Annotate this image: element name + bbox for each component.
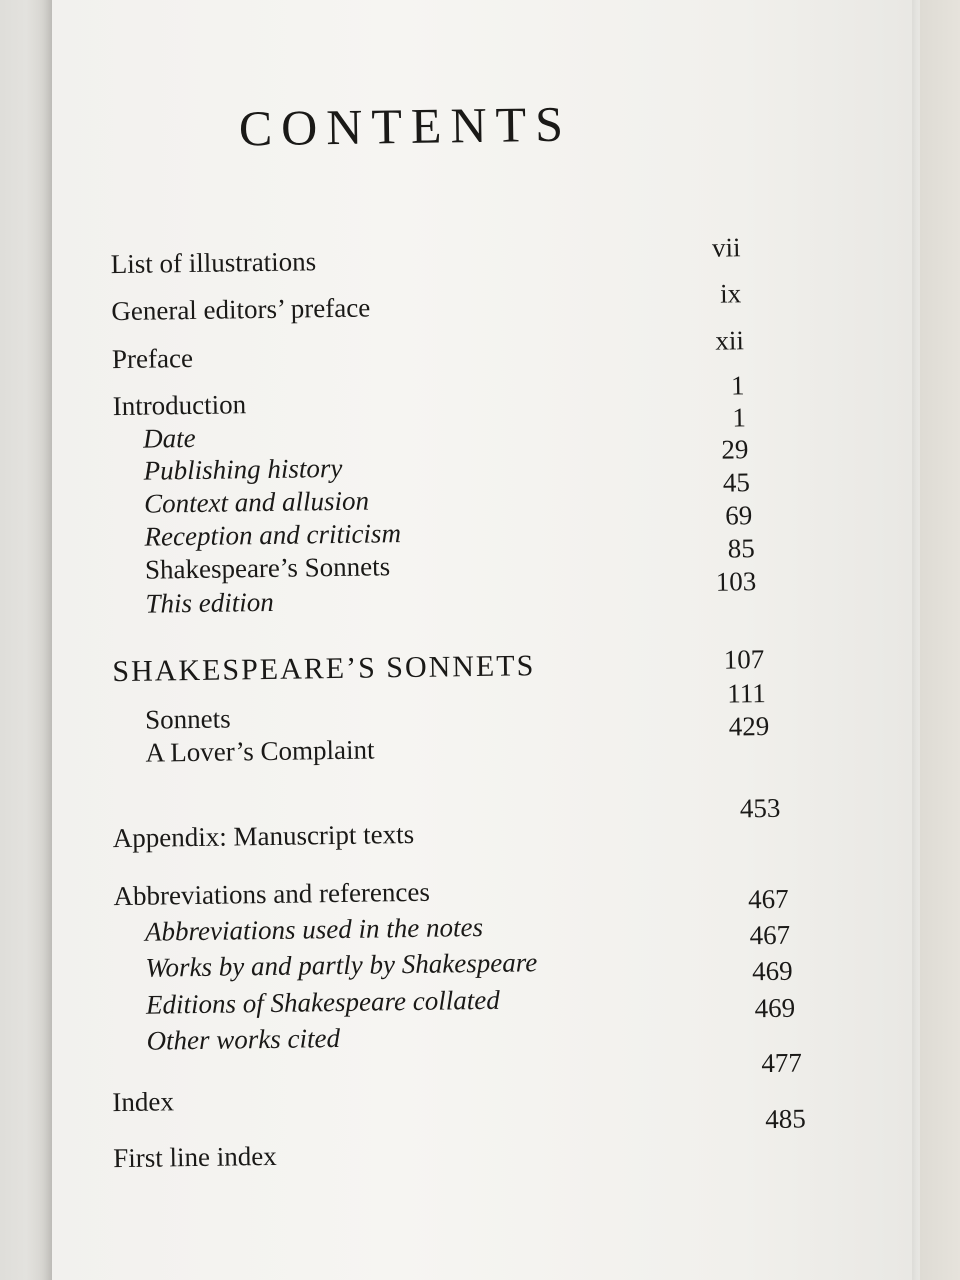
- toc-subentry-a-lovers-complaint: A Lover’s Complaint: [145, 734, 375, 768]
- toc-entry-list-of-illustrations: List of illustrations: [110, 246, 317, 280]
- toc-page-number: 85: [727, 533, 755, 564]
- toc-entry-appendix-manuscript-texts: Appendix: Manuscript texts: [112, 818, 415, 854]
- page-title: CONTENTS: [238, 95, 573, 157]
- toc-page-number: 477: [761, 1047, 803, 1079]
- toc-entry-preface: Preface: [111, 342, 194, 375]
- toc-subentry-reception-and-criticism: Reception and criticism: [144, 518, 402, 552]
- toc-subentry-editions-of-shakespeare-collated: Editions of Shakespeare collated: [145, 984, 500, 1020]
- toc-page-number: 107: [723, 644, 765, 675]
- toc-page-number: vii: [711, 232, 741, 263]
- toc-page-number: 111: [727, 678, 766, 709]
- toc-entry-abbreviations-and-references: Abbreviations and references: [113, 876, 431, 912]
- toc-page-number: 45: [722, 467, 751, 498]
- toc-page-number: 469: [754, 992, 796, 1024]
- toc-subentry-this-edition: This edition: [145, 586, 274, 619]
- toc-page-number: 485: [765, 1103, 806, 1135]
- toc-subentry-other-works-cited: Other works cited: [146, 1022, 341, 1056]
- toc-page-number: 469: [751, 955, 793, 987]
- toc-page-number: 467: [749, 919, 791, 951]
- toc-entry-introduction: Introduction: [112, 389, 247, 422]
- toc-entry-index: Index: [112, 1086, 175, 1118]
- toc-page-number: 103: [715, 566, 757, 597]
- toc-page-number: 29: [721, 434, 749, 465]
- toc-page-number: ix: [719, 278, 742, 309]
- toc-page-number: 429: [728, 710, 770, 742]
- toc-subentry-context-and-allusion: Context and allusion: [143, 485, 370, 519]
- toc-subentry-sonnets: Sonnets: [144, 703, 231, 735]
- toc-page-number: 1: [732, 402, 747, 433]
- toc-subentry-shakespeares-sonnets: Shakespeare’s Sonnets: [144, 551, 391, 585]
- toc-subentry-publishing-history: Publishing history: [143, 452, 343, 486]
- toc-subentry-abbreviations-used-in-the-notes: Abbreviations used in the notes: [144, 911, 484, 947]
- toc-page-number: 467: [747, 883, 789, 915]
- toc-entry-first-line-index: First line index: [112, 1140, 277, 1174]
- toc-page-number: 69: [725, 500, 753, 531]
- toc-subentry-date: Date: [142, 422, 196, 454]
- toc-page-number: 1: [730, 370, 745, 401]
- toc-entry-general-editors-preface: General editors’ preface: [111, 292, 371, 327]
- toc-section-shakespeares-sonnets: SHAKESPEARE’S SONNETS: [112, 649, 536, 689]
- toc-subentry-works-by-and-partly-by-shakespeare: Works by and partly by Shakespeare: [145, 947, 538, 983]
- toc-page-number: 453: [739, 792, 781, 824]
- toc-page-number: xii: [715, 325, 745, 356]
